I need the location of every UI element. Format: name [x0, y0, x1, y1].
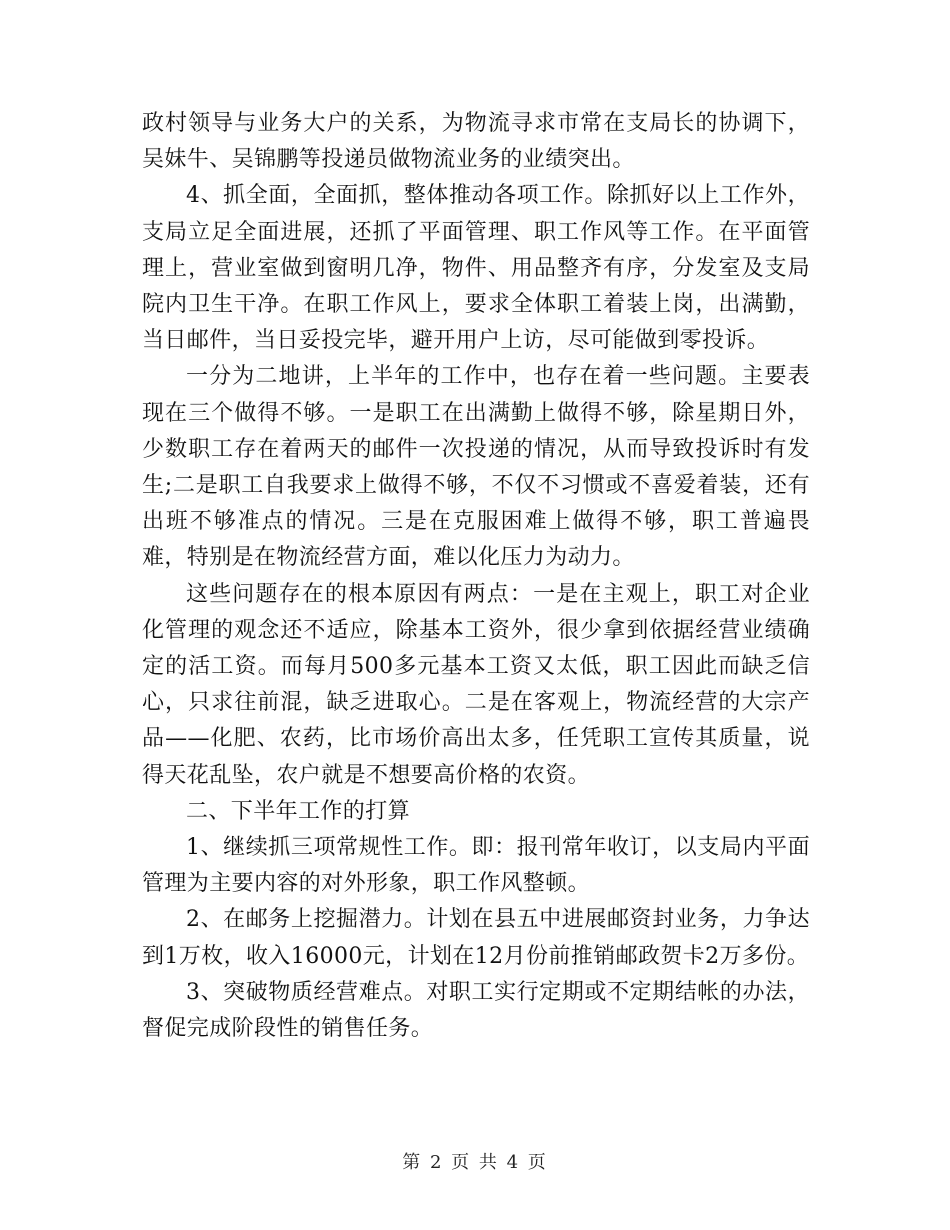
document-body [142, 106, 810, 1047]
paragraph-2: 4、抓全面，全面抓，整体推动各项工作。除抓好以上工作外，支局立足全面进展，还抓了平面管理、职工作风等工作。在平面管理上，营业室做到窗明几净，物件、用品整齐有序，分发室及支局院内卫生干净。在职工作风上，要求全体职工着装上岗，出满勤，当日邮件，当日妥投完毕，避开用户上访，尽可能做到零投诉。 [142, 183, 810, 354]
page-number-footer: 第 2 页 共 4 页 [402, 1152, 548, 1173]
paragraph-1: 政村领导与业务大户的关系，为物流寻求市常在支局长的协调下，吴妹牛、吴锦鹏等投递员做物流业务的业绩突出。 [142, 111, 810, 173]
paragraph-3: 一分为二地讲，上半年的工作中，也存在着一些问题。主要表现在三个做得不够。一是职工在出满勤上做得不够，除星期日外，少数职工存在着两天的邮件一次投递的情况，从而导致投诉时有发生;二是职工自我要求上做得不够，不仅不习惯或不喜爱着装，还有出班不够准点的情况。三是在克服困难上做得不够，职工普遍畏难，特别是在物流经营方面，难以化压力为动力。 [142, 364, 810, 571]
paragraph-4: 这些问题存在的根本原因有两点：一是在主观上，职工对企业化管理的观念还不适应，除基本工资外，很少拿到依据经营业绩确定的活工资。而每月500多元基本工资又太低，职工因此而缺乏信心，只求往前混，缺乏进取心。二是在客观上，物流经营的大宗产品——化肥、农药，比市场价高出太多，任凭职工宣传其质量，说得天花乱坠，农户就是不想要高价格的农资。 [142, 581, 810, 788]
section-heading: 二、下半年工作的打算 [186, 798, 411, 824]
paragraph-6: 2、在邮务上挖掘潜力。计划在县五中进展邮资封业务，力争达到1万枚，收入16000元，计划在12月份前推销邮政贺卡2万多份。 [142, 907, 810, 969]
paragraph-5: 1、继续抓三项常规性工作。即：报刊常年收订，以支局内平面管理为主要内容的对外形象，职工作风整顿。 [142, 835, 810, 897]
paragraph-7: 3、突破物质经营难点。对职工实行定期或不定期结帐的办法，督促完成阶段性的销售任务。 [142, 979, 810, 1042]
